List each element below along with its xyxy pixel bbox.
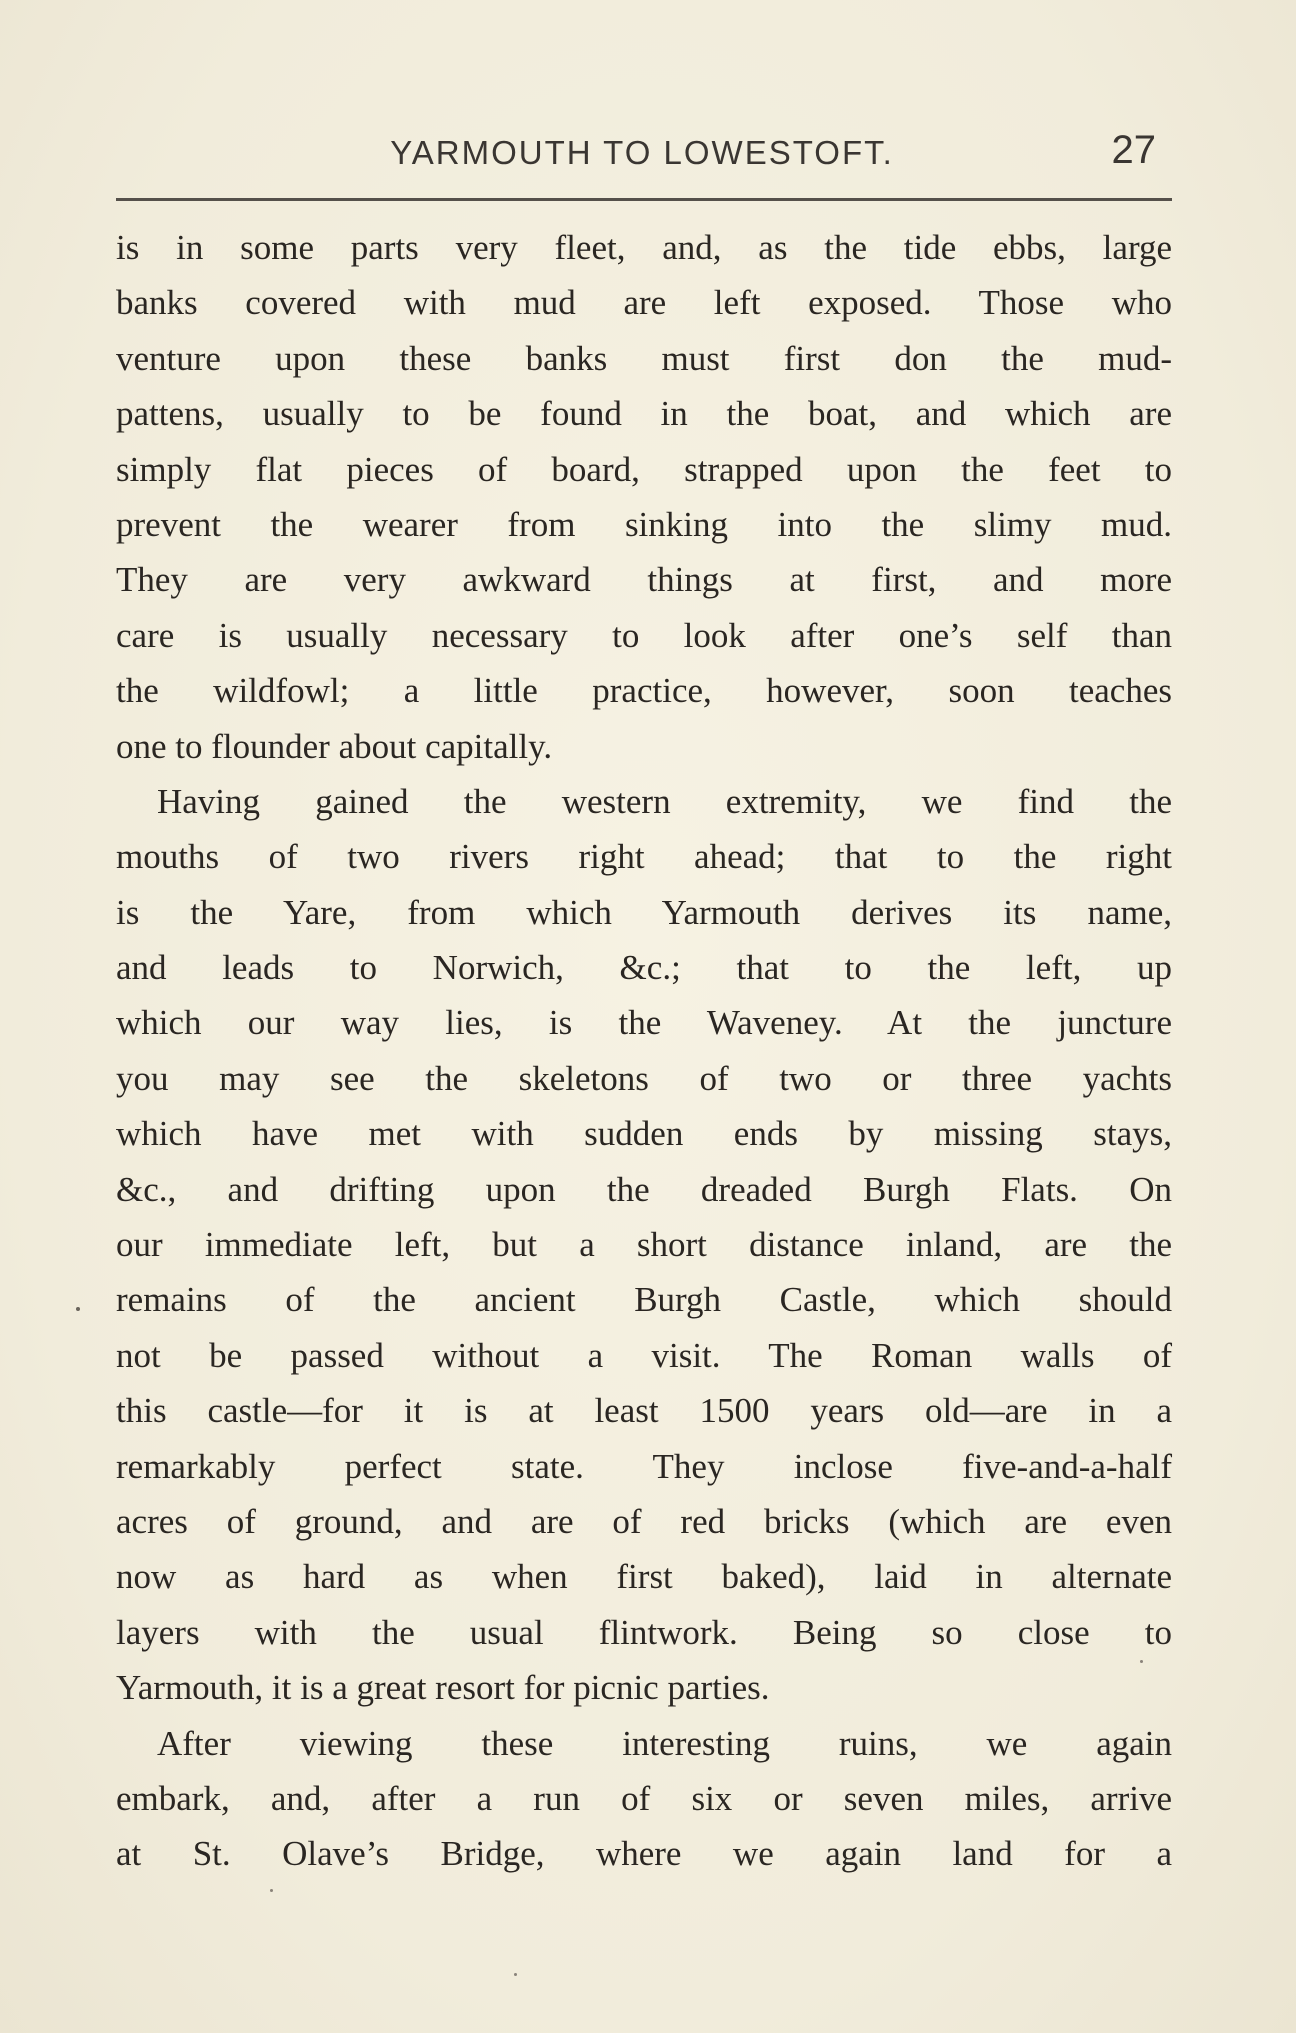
print-speck (514, 1973, 517, 1976)
running-head (116, 128, 1168, 178)
text-line: banks covered with mud are left exposed. Those who (116, 283, 1172, 323)
text-line: remains of the ancient Burgh Castle, which should (116, 1280, 1172, 1320)
text-line: mouths of two rivers right ahead; that to the right (116, 837, 1172, 877)
paragraph-start-line: After viewing these interesting ruins, we again (157, 1723, 1172, 1763)
text-line: They are very awkward things at first, and more (116, 560, 1172, 600)
running-title: YARMOUTH TO LOWESTOFT. (390, 134, 894, 171)
text-line: and leads to Norwich, &c.; that to the left, up (116, 948, 1172, 988)
text-line: our immediate left, but a short distance inland, are the (116, 1225, 1172, 1265)
print-speck (270, 1889, 273, 1892)
text-line: care is usually necessary to look after one’s self than (116, 615, 1172, 655)
text-line: embark, and, after a run of six or seven miles, arrive (116, 1778, 1172, 1818)
paragraph-start-line: Having gained the western extremity, we find the (157, 781, 1172, 821)
text-line: which our way lies, is the Waveney. At the juncture (116, 1003, 1172, 1043)
text-line: you may see the skeletons of two or three yachts (116, 1058, 1172, 1098)
text-line: which have met with sudden ends by missing stays, (116, 1114, 1172, 1154)
text-line: prevent the wearer from sinking into the slimy mud. (116, 504, 1172, 544)
text-line: the wildfowl; a little practice, however, soon teaches (116, 671, 1172, 711)
paragraph-end-line: one to flounder about capitally. (116, 726, 553, 766)
text-line: this castle—for it is at least 1500 years old—are in a (116, 1391, 1172, 1431)
text-line: acres of ground, and are of red bricks (which are even (116, 1501, 1172, 1541)
text-line: not be passed without a visit. The Roman walls of (116, 1335, 1172, 1375)
text-line: venture upon these banks must first don the mud- (116, 338, 1172, 378)
text-line: at St. Olave’s Bridge, where we again land for a (116, 1834, 1172, 1874)
margin-speck (76, 1307, 80, 1311)
text-line: is in some parts very fleet, and, as the tide ebbs, large (116, 228, 1172, 267)
text-line: &c., and drifting upon the dreaded Burgh Flats. On (116, 1169, 1172, 1209)
text-line: remarkably perfect state. They inclose five-and-a-half (116, 1446, 1172, 1486)
print-speck (1140, 1660, 1143, 1663)
text-line: now as hard as when first baked), laid in alternate (116, 1557, 1172, 1597)
header-rule (116, 198, 1172, 201)
text-line: pattens, usually to be found in the boat, and which are (116, 394, 1172, 434)
text-line: layers with the usual flintwork. Being so close to (116, 1612, 1172, 1652)
text-line: simply flat pieces of board, strapped upon the feet to (116, 449, 1172, 489)
page-number: 27 (1111, 128, 1156, 172)
text-line: is the Yare, from which Yarmouth derives its name, (116, 892, 1172, 932)
body-text (116, 220, 1172, 1882)
paragraph-end-line: Yarmouth, it is a great resort for picnic parties. (116, 1668, 770, 1708)
